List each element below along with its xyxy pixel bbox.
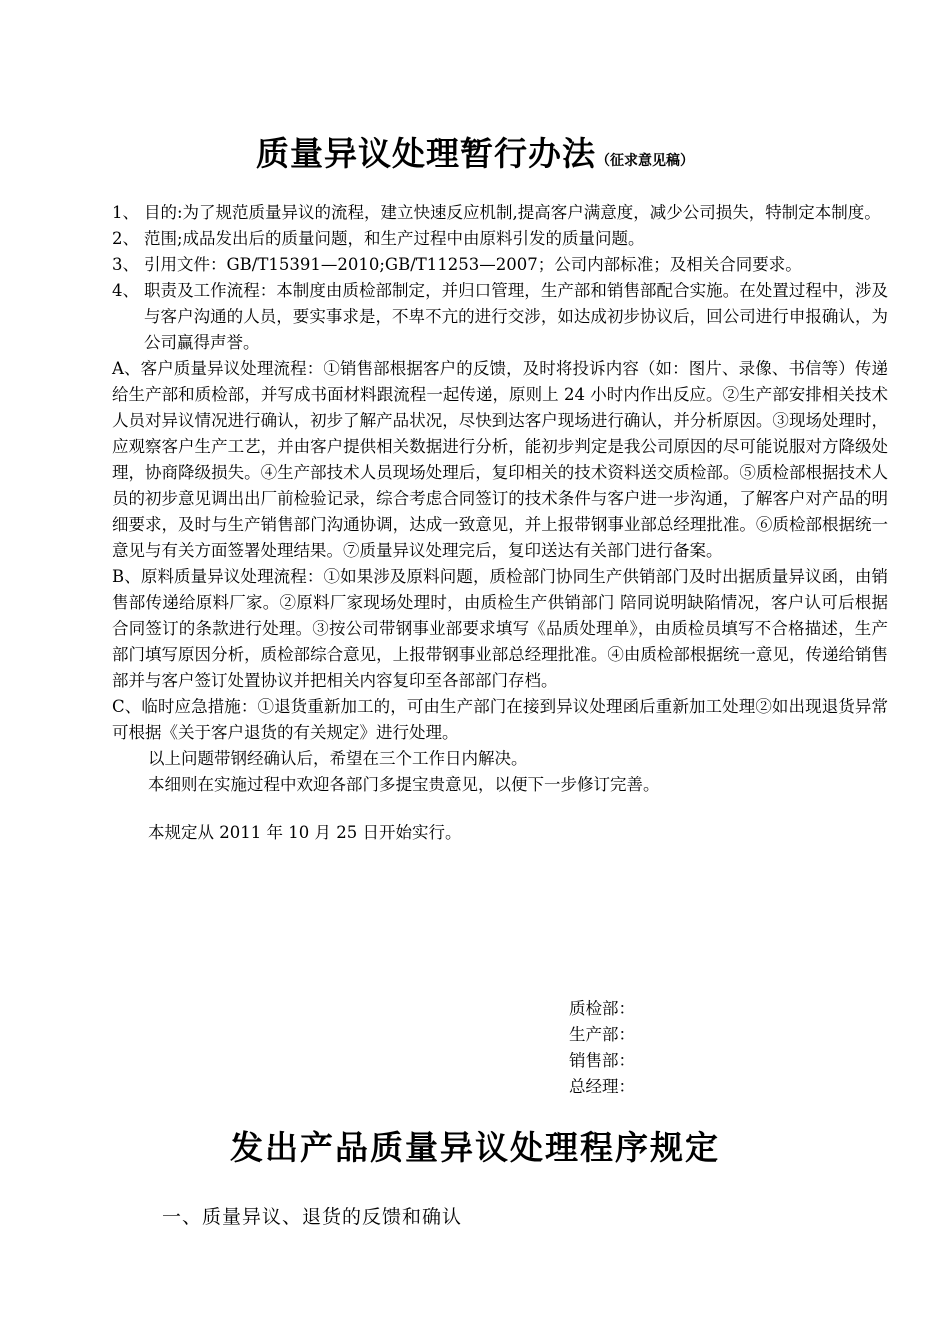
- numbered-item: [112, 200, 888, 226]
- title-suffix: （征求意见稿）: [596, 153, 694, 169]
- section-c-paragraph: C、临时应急措施：①退货重新加工的，可由生产部门在接到异议处理函后重新加工处理②如出现退货异常可根据《关于客户退货的有关规定》进行处理。: [112, 697, 888, 742]
- item-number: 2、: [112, 229, 139, 248]
- section-b-paragraph: B、原料质量异议处理流程：①如果涉及原料问题，质检部门协同生产供销部门及时出据质量异议函，由销售部传递给原料厂家。②原料厂家现场处理时，由质检生产供销部门 陪同说明缺陷情况，客户认可后根据合同签订的条款进行处理。③按公司带钢事业部要求填写《品质处理单》，由质检员填写不合格描述，生产部门填写原因分析，质检部综合意见，上报带钢事业部总经理批准。④由质检部根据统一意见，传递给销售部并与客户签订处置协议并把相关内容复印至各部部门存档。: [112, 567, 888, 690]
- spacer: [112, 798, 888, 820]
- note-confirmation: 以上问题带钢经确认后，希望在三个工作日内解决。: [148, 749, 528, 768]
- signature-block: [569, 996, 635, 1100]
- effective-date: 本规定从 2011 年 10 月 25 日开始实行。: [148, 823, 462, 842]
- signature-quality: 质检部：: [569, 999, 635, 1018]
- item-text: 职责及工作流程：本制度由质检部制定，并归口管理，生产部和销售部配合实施。在处置过程中，涉及与客户沟通的人员，要实事求是，不卑不亢的进行交涉，如达成初步协议后，回公司进行申报确认，为公司赢得声誉。: [144, 281, 888, 352]
- item-text: 目的:为了规范质量异议的流程，建立快速反应机制,提高客户满意度，减少公司损失，特制定本制度。: [144, 203, 881, 222]
- item-text: 引用文件：GB/T15391—2010;GB/T11253—2007；公司内部标准；及相关合同要求。: [144, 255, 802, 274]
- numbered-item: [112, 278, 888, 356]
- document-title: [0, 128, 950, 175]
- item-number: 3、: [112, 255, 139, 274]
- signature-sales: 销售部：: [569, 1051, 635, 1070]
- item-number: 4、: [112, 281, 139, 300]
- document-body: [112, 200, 888, 846]
- numbered-item: [112, 252, 888, 278]
- second-document-title: 发出产品质量异议处理程序规定: [230, 1128, 720, 1167]
- signature-production: 生产部：: [569, 1025, 635, 1044]
- title-text: 质量异议处理暂行办法: [256, 134, 596, 173]
- signature-general-manager: 总经理：: [569, 1077, 635, 1096]
- section-heading: 一、质量异议、退货的反馈和确认: [162, 1206, 463, 1228]
- note-feedback: 本细则在实施过程中欢迎各部门多提宝贵意见，以便下一步修订完善。: [148, 775, 660, 794]
- section-a-paragraph: A、客户质量异议处理流程：①销售部根据客户的反馈，及时将投诉内容（如：图片、录像、书信等）传递给生产部和质检部，并写成书面材料跟流程一起传递，原则上 24 小时内作出反应。②生产部安排相关技术人员对异议情况进行确认，初步了解产品状况，尽快到达客户现场进行确认，并分析原因。③现场处理时，应观察客户生产工艺，并由客户提供相关数据进行分析，能初步判定是我公司原因的尽可能说服对方降级处理，协商降级损失。④生产部技术人员现场处理后，复印相关的技术资料送交质检部。⑤质检部根据技术人员的初步意见调出出厂前检验记录，综合考虑合同签订的技术条件与客户进一步沟通，了解客户对产品的明细要求，及时与生产销售部门沟通协调，达成一致意见，并上报带钢事业部总经理批准。⑥质检部根据统一意见与有关方面签署处理结果。⑦质量异议处理完后，复印送达有关部门进行备案。: [112, 359, 888, 560]
- numbered-item: [112, 226, 888, 252]
- item-number: 1、: [112, 203, 139, 222]
- item-text: 范围;成品发出后的质量问题，和生产过程中由原料引发的质量问题。: [144, 229, 645, 248]
